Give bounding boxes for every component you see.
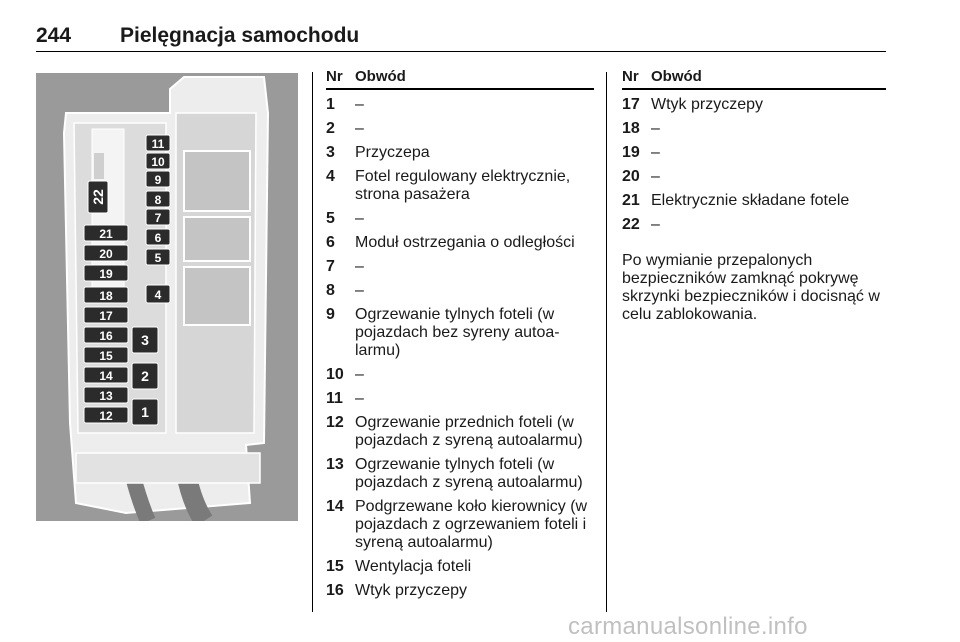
circuit-description: –	[651, 144, 660, 161]
circuit-description: Ogrzewanie tylnych foteli (w pojazdach z syreną autoalarmu)	[355, 456, 583, 491]
watermark: carmanualsonline.info	[568, 613, 808, 640]
table-row	[326, 366, 594, 384]
table-header	[622, 66, 886, 90]
fuse-number: 7	[326, 258, 335, 275]
circuit-description: Wtyk przyczepy	[355, 582, 468, 599]
table-row	[326, 498, 594, 552]
fuse-label-16: 16	[99, 329, 113, 343]
circuit-description: –	[355, 390, 364, 407]
page-title: Pielęgnacja samochodu	[120, 24, 360, 47]
circuit-description: –	[355, 366, 364, 383]
fuse-label-15: 15	[99, 349, 113, 363]
fuse-label-22: 22	[90, 189, 106, 205]
header-divider	[36, 51, 886, 52]
fuse-label-18: 18	[99, 289, 113, 303]
circuit-description: –	[355, 96, 364, 113]
table-row	[326, 282, 594, 300]
page-number: 244	[36, 24, 72, 47]
fuse-label-3: 3	[141, 332, 149, 348]
table-row	[622, 144, 886, 162]
table-row	[326, 390, 594, 408]
table-row	[622, 168, 886, 186]
page-header	[36, 24, 886, 52]
circuit-table-1	[326, 66, 594, 600]
table-row	[622, 96, 886, 114]
fuse-box-diagram	[36, 73, 298, 521]
fuse-label-8: 8	[154, 193, 162, 207]
circuit-description: Ogrzewanie tylnych foteli (w pojazdach bez syreny autoa- larmu)	[355, 306, 560, 359]
table-row	[326, 306, 594, 360]
table-row	[326, 234, 594, 252]
fuse-number: 9	[326, 306, 335, 323]
circuit-description: –	[651, 120, 660, 137]
fuse-number: 22	[622, 216, 640, 233]
fuse-number: 14	[326, 498, 344, 515]
fuse-replacement-note: Po wymianie przepalonych bezpieczników zamknąć pokrywę skrzynki bezpieczników i docisnąć w celu zablokowania.	[622, 252, 880, 323]
fuse-label-9: 9	[154, 173, 162, 187]
fuse-number: 16	[326, 582, 344, 599]
fuse-number: 5	[326, 210, 335, 227]
fuse-number: 6	[326, 234, 335, 251]
table-row	[326, 144, 594, 162]
circuit-description: –	[355, 258, 364, 275]
fuse-number: 10	[326, 366, 344, 383]
table-row	[326, 210, 594, 228]
table-row	[326, 96, 594, 114]
fuse-label-19: 19	[99, 267, 113, 281]
fuse-number: 13	[326, 456, 344, 473]
table-row	[326, 168, 594, 204]
fuse-label-5: 5	[154, 251, 162, 265]
table-row	[622, 216, 886, 234]
fuse-number: 12	[326, 414, 344, 431]
fuse-label-13: 13	[99, 389, 113, 403]
fuse-label-14: 14	[99, 369, 113, 383]
fuse-number: 11	[326, 390, 343, 407]
fuse-label-7: 7	[154, 211, 162, 225]
circuit-description: Wentylacja foteli	[355, 558, 472, 575]
header-nr: Nr	[326, 68, 343, 85]
circuit-description: Podgrzewane koło kierownicy (w pojazdach z ogrzewaniem foteli i syreną autoalarmu)	[355, 498, 588, 551]
fuse-number: 8	[326, 282, 335, 299]
table-row	[326, 558, 594, 576]
fuse-label-2: 2	[141, 368, 149, 384]
circuit-description: –	[355, 282, 364, 299]
fuse-number: 21	[622, 192, 640, 209]
fuse-number: 2	[326, 120, 335, 137]
header-circuit: Obwód	[651, 68, 702, 85]
circuit-table-2	[622, 66, 886, 324]
fuse-number: 17	[622, 96, 640, 113]
header-nr: Nr	[622, 68, 639, 85]
fuse-box-illustration	[36, 73, 298, 521]
circuit-description: Ogrzewanie przednich foteli (w pojazdach z syreną autoalarmu)	[355, 414, 583, 449]
header-circuit: Obwód	[355, 68, 406, 85]
fuse-label-21: 21	[99, 227, 113, 241]
table-row	[622, 192, 886, 210]
fuse-label-11: 11	[151, 137, 165, 151]
fuse-label-1: 1	[141, 404, 149, 420]
circuit-description: –	[355, 120, 364, 137]
table-row	[326, 456, 594, 492]
fuse-number: 19	[622, 144, 640, 161]
fuse-label-12: 12	[99, 409, 113, 423]
circuit-description: Przyczepa	[355, 144, 430, 161]
circuit-description: –	[651, 168, 660, 185]
table-body	[326, 96, 594, 600]
fuse-number: 20	[622, 168, 640, 185]
column-divider-right	[606, 72, 607, 612]
column-divider-left	[312, 72, 313, 612]
table-body	[622, 96, 886, 234]
table-row	[326, 258, 594, 276]
fuse-label-17: 17	[99, 309, 113, 323]
fuse-number: 4	[326, 168, 335, 185]
circuit-description: Elektrycznie składane fotele	[651, 192, 850, 209]
fuse-number: 1	[326, 96, 335, 113]
fuse-label-20: 20	[99, 247, 113, 261]
circuit-description: –	[651, 216, 660, 233]
table-row	[622, 120, 886, 138]
table-header	[326, 66, 594, 90]
fuse-label-6: 6	[154, 231, 162, 245]
table-row	[326, 582, 594, 600]
circuit-description: Fotel regulowany elektrycznie, strona pasażera	[355, 168, 571, 203]
fuse-number: 18	[622, 120, 640, 137]
fuse-label-4: 4	[154, 288, 162, 302]
circuit-description: Moduł ostrzegania o odległości	[355, 234, 575, 251]
table-row	[326, 414, 594, 450]
circuit-description: Wtyk przyczepy	[651, 96, 764, 113]
fuse-number: 3	[326, 144, 335, 161]
fuse-number: 15	[326, 558, 344, 575]
table-row	[326, 120, 594, 138]
circuit-description: –	[355, 210, 364, 227]
fuse-label-10: 10	[151, 155, 165, 169]
